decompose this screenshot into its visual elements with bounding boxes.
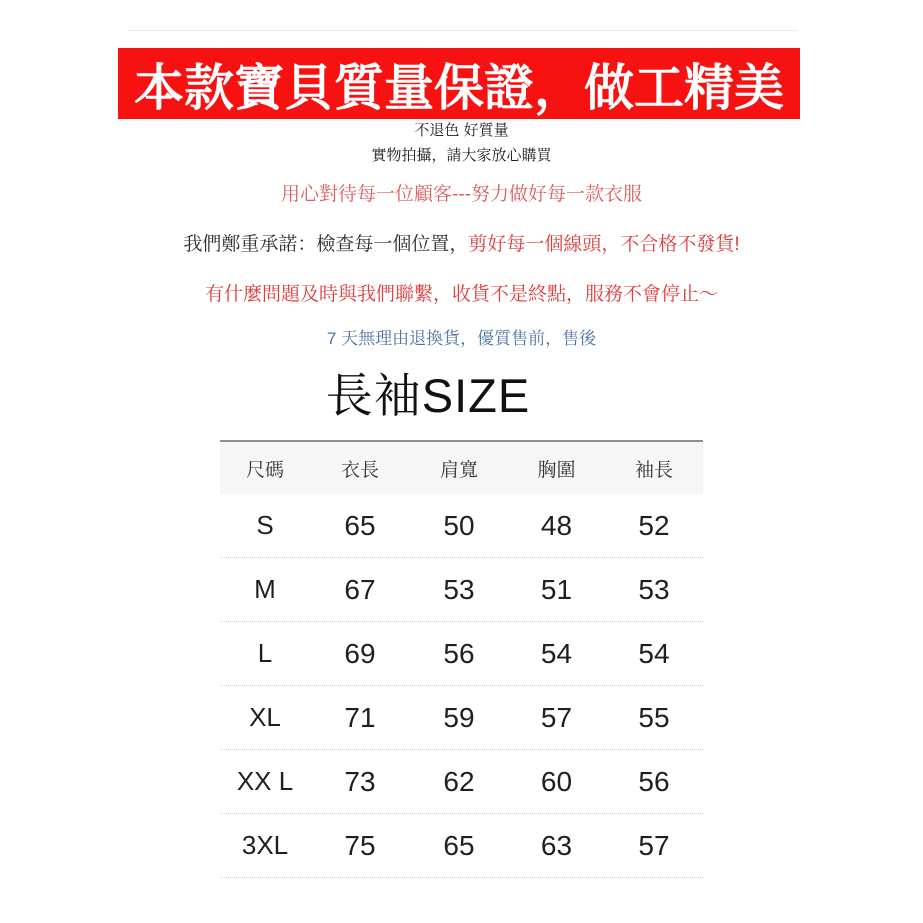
header-cell-chest: 胸圍: [537, 459, 576, 481]
header-cell-sleeve: 袖長: [634, 459, 673, 481]
table-row: [220, 558, 703, 622]
value-cell: 56: [443, 637, 475, 669]
value-cell: 53: [443, 573, 475, 605]
value-cell: 48: [540, 509, 573, 541]
size-cell: M: [254, 574, 276, 604]
value-cell: 73: [344, 765, 376, 797]
size-cell: XL: [249, 702, 281, 732]
promo-line-contact: 有什麼問題及時與我們聯繫，收貨不是終點，服務不會停止～: [204, 284, 718, 305]
table-row: [220, 494, 703, 558]
size-cell: L: [257, 638, 273, 668]
header-cell-length: 衣長: [340, 459, 379, 481]
value-cell: 67: [344, 573, 376, 605]
size-table: [220, 440, 703, 878]
table-row: [220, 750, 703, 814]
promo-line-return-policy: 7 天無理由退換貨，優質售前，售後: [326, 329, 597, 348]
promo-line-promise-black: 我們鄭重承諾：檢查每一個位置，: [183, 234, 469, 255]
value-cell: 69: [344, 637, 376, 669]
size-cell: XX L: [236, 766, 294, 796]
value-cell: 54: [540, 637, 573, 669]
table-row: [220, 622, 703, 686]
value-cell: 53: [638, 573, 670, 605]
header-cell-shoulder: 肩寬: [439, 459, 478, 481]
value-cell: 65: [443, 829, 475, 861]
faint-divider: [128, 30, 798, 31]
value-cell: 63: [540, 829, 573, 861]
quality-banner: [118, 48, 800, 119]
promo-line-quality: 不退色 好質量: [414, 122, 509, 139]
value-cell: 75: [344, 829, 376, 861]
value-cell: 54: [638, 637, 670, 669]
value-cell: 56: [638, 765, 670, 797]
promo-line-service-effort: 用心對待每一位顧客---努力做好每一款衣服: [281, 184, 642, 205]
size-chart-title: 長袖SIZE: [325, 369, 531, 422]
value-cell: 52: [638, 509, 670, 541]
promo-line-real-photo: 實物拍攝，請大家放心購買: [371, 147, 552, 164]
value-cell: 62: [443, 765, 475, 797]
promo-line-promise-red: 剪好每一個線頭，不合格不發貨!: [468, 234, 740, 255]
size-cell: S: [256, 510, 274, 540]
value-cell: 57: [638, 829, 670, 861]
value-cell: 60: [540, 765, 573, 797]
promo-line-promise: [0, 234, 923, 256]
value-cell: 50: [443, 509, 475, 541]
value-cell: 55: [638, 701, 670, 733]
value-cell: 57: [540, 701, 573, 733]
value-cell: 65: [344, 509, 376, 541]
header-cell-size: 尺碼: [245, 459, 284, 481]
value-cell: 59: [443, 701, 475, 733]
size-cell: 3XL: [241, 830, 289, 860]
table-row: [220, 686, 703, 750]
quality-banner-text: 本款寶貝質量保證，做工精美: [134, 59, 784, 116]
value-cell: 51: [540, 573, 573, 605]
size-table-header: [220, 440, 703, 494]
value-cell: 71: [344, 701, 376, 733]
table-row: [220, 814, 703, 878]
